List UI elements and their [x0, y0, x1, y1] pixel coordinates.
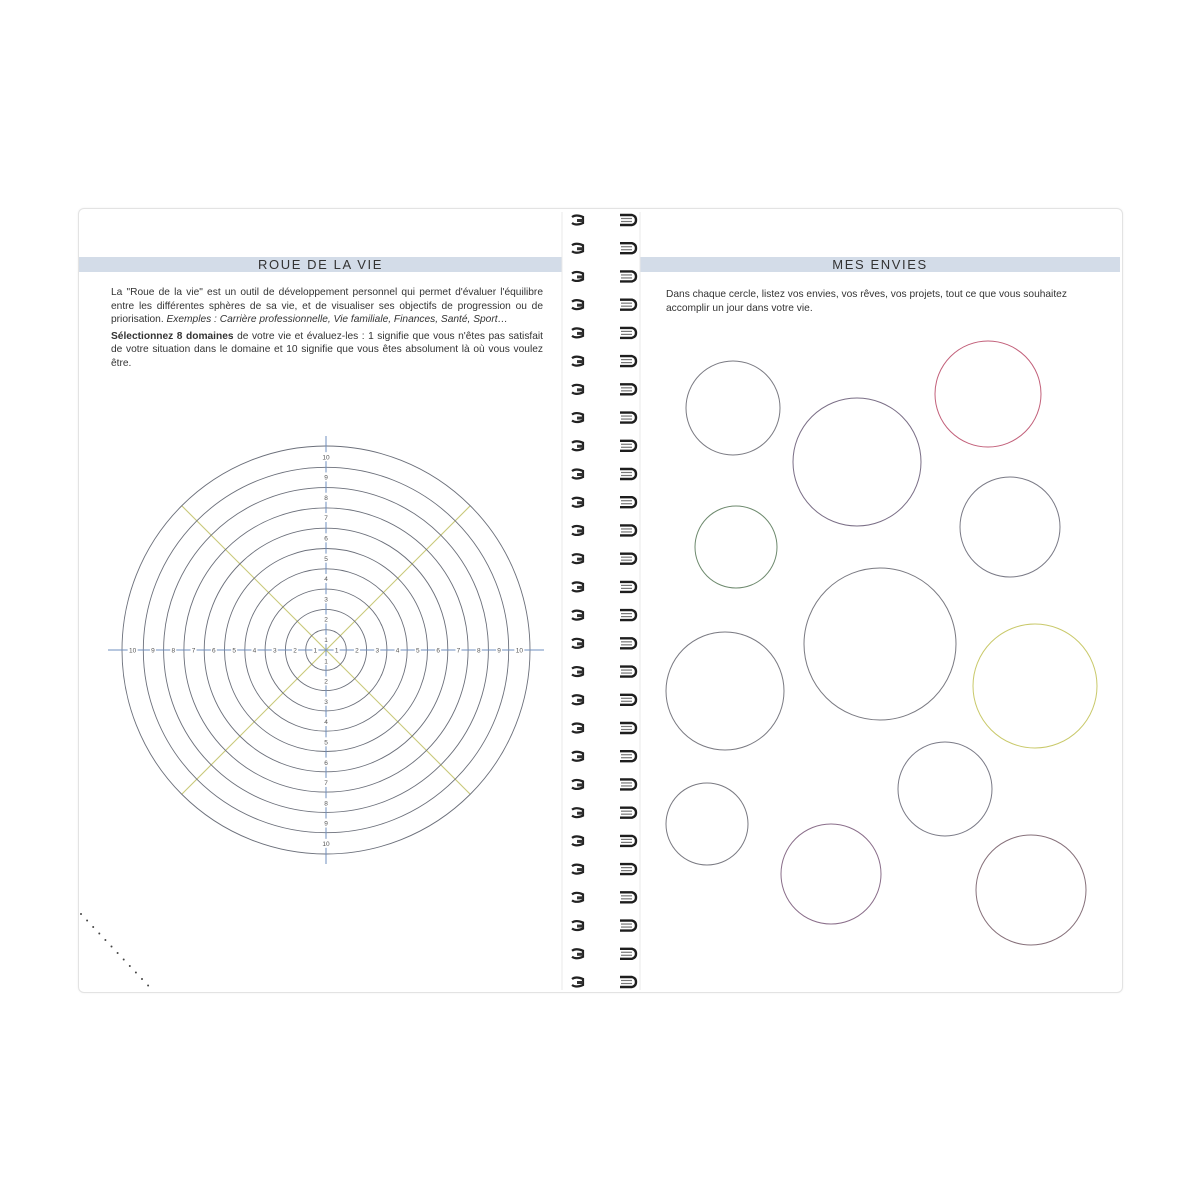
corner-dot: [123, 959, 125, 961]
wheel-scale-label-left: 10: [129, 647, 137, 655]
binding-hole-left: [577, 586, 583, 589]
wheel-scale-label-up: 6: [324, 535, 328, 543]
corner-dot: [129, 965, 131, 967]
wheel-scale-label-down: 6: [324, 759, 328, 767]
wish-circles: [666, 341, 1097, 945]
wheel-scale-label-up: 5: [324, 555, 328, 563]
wish-circle: [695, 506, 777, 588]
wheel-scale-label-right: 8: [476, 647, 481, 655]
left-page-title: ROUE DE LA VIE: [258, 257, 383, 272]
binding-hole-left: [577, 981, 583, 984]
binding-hole-left: [577, 473, 583, 476]
wheel-scale-label-down: 1: [324, 658, 328, 666]
wheel-scale-label-right: 6: [436, 647, 440, 655]
binding-hole-left: [577, 755, 583, 758]
binding-ring-right: [620, 469, 636, 479]
binding-hole-left: [577, 783, 583, 786]
wheel-scale-label-left: 2: [293, 647, 297, 655]
binding-ring-right: [620, 751, 636, 761]
binding-ring-right: [620, 441, 636, 451]
wish-circle: [686, 361, 780, 455]
binding-ring: [572, 271, 636, 281]
binding-ring: [572, 497, 636, 507]
wish-circle: [781, 824, 881, 924]
binding-hole-left: [577, 642, 583, 645]
binding-ring: [572, 554, 636, 564]
binding-ring: [572, 525, 636, 535]
wish-circle: [898, 742, 992, 836]
intro-examples: Exemples : Carrière professionnelle, Vie familiale, Finances, Santé, Sport…: [166, 314, 508, 325]
wheel-scale-label-down: 8: [324, 800, 328, 808]
wheel-scale-label-left: 5: [232, 647, 236, 655]
binding-ring-right: [620, 497, 636, 507]
binding-ring-right: [620, 949, 636, 959]
instruction-bold: Sélectionnez 8 domaines: [111, 330, 234, 342]
corner-dot: [117, 952, 119, 954]
binding-ring: [572, 808, 636, 818]
binding-hole-left: [577, 840, 583, 843]
binding-ring-right: [620, 921, 636, 931]
binding-ring: [572, 892, 636, 902]
wheel-scale-label-left: 3: [272, 647, 277, 655]
wheel-scale-label-left: 8: [171, 647, 176, 655]
binding-hole-left: [577, 247, 583, 250]
binding-hole-left: [577, 558, 583, 561]
binding-ring-right: [620, 554, 636, 564]
binding-ring: [572, 779, 636, 789]
life-wheel: [108, 436, 544, 864]
binding-hole-left: [577, 868, 583, 871]
binding-ring-right: [620, 723, 636, 733]
corner-dot: [104, 939, 106, 941]
wheel-scale-label-right: 2: [355, 647, 359, 655]
corner-dot: [92, 926, 94, 928]
wheel-scale-label-up: 3: [324, 596, 328, 604]
corner-dot: [86, 920, 88, 922]
binding-ring: [572, 215, 636, 225]
wheel-scale-label-left: 7: [191, 647, 196, 655]
wish-circle: [666, 783, 748, 865]
binding-ring: [572, 300, 636, 310]
binding-ring-right: [620, 384, 636, 394]
binding-ring: [572, 977, 636, 987]
binding-hole-left: [577, 275, 583, 278]
wheel-scale-label-up: 2: [324, 616, 328, 624]
wheel-scale-label-down: 2: [324, 678, 328, 686]
binding-ring-right: [620, 695, 636, 705]
wish-circle: [935, 341, 1041, 447]
corner-dot: [141, 978, 143, 980]
right-page-title: MES ENVIES: [832, 257, 928, 272]
wheel-scale-label-down: 4: [324, 719, 328, 727]
binding-ring: [572, 921, 636, 931]
wheel-scale-label-right: 7: [456, 647, 461, 655]
binding-ring: [572, 243, 636, 253]
binding-hole-left: [577, 304, 583, 307]
wheel-scale-label-down: 9: [324, 820, 328, 828]
binding-ring-right: [620, 610, 636, 620]
wheel-scale-label-left: 4: [252, 647, 257, 655]
binding-ring-right: [620, 779, 636, 789]
binding-ring: [572, 356, 636, 366]
binding-ring-right: [620, 525, 636, 535]
binding-hole-left: [577, 501, 583, 504]
right-page-instructions: Dans chaque cercle, listez vos envies, vos rêves, vos projets, tout ce que vous souhaitez accomplir un jour dans votre vie.: [666, 289, 1067, 314]
wheel-scale-label-left: 6: [212, 647, 216, 655]
binding-ring-right: [620, 892, 636, 902]
binding-ring-right: [620, 271, 636, 281]
binding-hole-left: [577, 925, 583, 928]
wish-circle: [973, 624, 1097, 748]
binding-ring-right: [620, 667, 636, 677]
binding-ring-right: [620, 638, 636, 648]
binding-ring: [572, 413, 636, 423]
binding-ring: [572, 836, 636, 846]
wheel-scale-label-right: 5: [416, 647, 420, 655]
wish-circle: [804, 568, 956, 720]
binding-ring: [572, 582, 636, 592]
binding-hole-left: [577, 360, 583, 363]
wheel-scale-label-up: 9: [324, 474, 328, 482]
binding-ring-right: [620, 836, 636, 846]
wheel-scale-label-up: 1: [324, 636, 328, 644]
binding-ring: [572, 695, 636, 705]
binding-ring: [572, 723, 636, 733]
binding-ring-right: [620, 808, 636, 818]
wheel-scale-label-down: 3: [324, 698, 328, 706]
binding-hole-left: [577, 219, 583, 222]
wheel-scale-label-right: 10: [515, 647, 523, 655]
wheel-scale-label-left: 1: [313, 647, 318, 655]
corner-dot: [80, 913, 82, 915]
binding-ring: [572, 949, 636, 959]
binding-hole-left: [577, 417, 583, 420]
binding-ring: [572, 384, 636, 394]
binding-hole-left: [577, 727, 583, 730]
wish-circle: [793, 398, 921, 526]
binding-hole-left: [577, 332, 583, 335]
corner-dot: [147, 985, 149, 987]
wheel-scale-label-right: 4: [395, 647, 400, 655]
binding-ring-right: [620, 413, 636, 423]
binding-hole-left: [577, 445, 583, 448]
corner-dot: [135, 972, 137, 974]
binding-ring: [572, 610, 636, 620]
binding-ring-right: [620, 300, 636, 310]
corner-dot: [111, 946, 113, 948]
wish-circle: [976, 835, 1086, 945]
binding-hole-left: [577, 953, 583, 956]
binding-ring-right: [620, 977, 636, 987]
wish-circle: [960, 477, 1060, 577]
wheel-scale-label-up: 4: [324, 576, 328, 584]
binding-hole-left: [577, 699, 583, 702]
binding-hole-left: [577, 614, 583, 617]
binding-ring-right: [620, 328, 636, 338]
wheel-scale-label-up: 10: [322, 454, 330, 462]
wheel-scale-label-up: 8: [324, 494, 328, 502]
wish-circle: [666, 632, 784, 750]
binding-ring-right: [620, 215, 636, 225]
binding-hole-left: [577, 529, 583, 532]
wheel-scale-label-left: 9: [151, 647, 155, 655]
binding-ring: [572, 469, 636, 479]
wheel-scale-label-right: 3: [375, 647, 380, 655]
binding-ring: [572, 667, 636, 677]
wheel-scale-label-down: 7: [324, 780, 328, 788]
binding-ring-right: [620, 356, 636, 366]
intro-text: La "Roue de la vie" est un outil de développement personnel qui permet d'évaluer l'équilibre entre les différentes sphères de sa vie, et de visualiser ses objectifs de progression ou de priorisation.: [111, 287, 543, 325]
spiral-binding: [562, 212, 640, 990]
binding-hole-left: [577, 671, 583, 674]
binding-ring: [572, 441, 636, 451]
binding-ring: [572, 328, 636, 338]
corner-dot: [98, 933, 100, 935]
binding-ring-right: [620, 864, 636, 874]
binding-ring: [572, 751, 636, 761]
wheel-scale-label-right: 1: [334, 647, 339, 655]
binding-ring-right: [620, 582, 636, 592]
binding-ring: [572, 638, 636, 648]
wheel-scale-label-down: 10: [322, 840, 330, 848]
wheel-scale-label-down: 5: [324, 739, 328, 747]
binding-hole-left: [577, 896, 583, 899]
binding-hole-left: [577, 388, 583, 391]
binding-ring: [572, 864, 636, 874]
wheel-scale-label-up: 7: [324, 515, 328, 523]
wheel-scale-label-right: 9: [497, 647, 501, 655]
corner-dots: [80, 913, 149, 987]
instruction-text: de votre vie et évaluez-les : 1 signifie que vous n'êtes pas satisfait de votre situation dans le domaine et 10 signifie que vous êtes absolument là où vous voulez être.: [111, 330, 543, 369]
binding-hole-left: [577, 812, 583, 815]
binding-ring-right: [620, 243, 636, 253]
